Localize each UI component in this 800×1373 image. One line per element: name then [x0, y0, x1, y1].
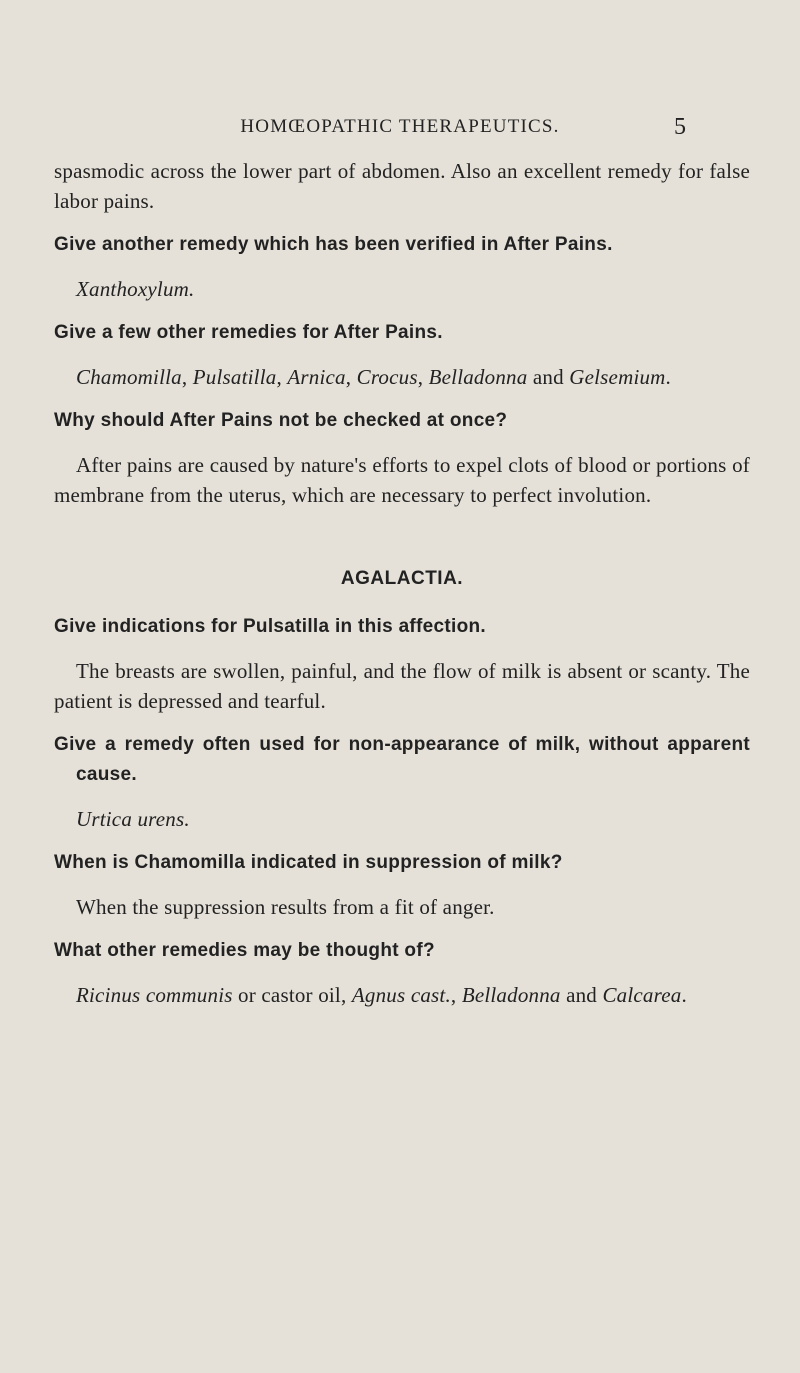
question-chamomilla-suppression: When is Chamomilla indicated in suppression of milk?: [54, 852, 563, 873]
answer-after-pains-cause: After pains are caused by nature's efforts to expel clots of blood or portions of membrane from the uterus, which are necessary to perfect involution.: [54, 453, 750, 507]
separator: ,: [276, 365, 288, 389]
separator: and: [527, 365, 570, 389]
separator: ,: [417, 365, 429, 389]
page-header: [0, 116, 800, 146]
remedy-name: Chamomilla: [76, 365, 182, 389]
answer-fit-of-anger: When the suppression results from a fit of anger.: [76, 895, 495, 919]
continued-paragraph: spasmodic across the lower part of abdomen. Also an excellent remedy for false labor pains.: [54, 159, 750, 213]
running-title: HOMŒOPATHIC THERAPEUTICS.: [240, 116, 560, 137]
separator: and: [560, 983, 603, 1007]
answer-remedy-list-milk: [54, 980, 750, 1010]
section-heading: AGALACTIA.: [340, 568, 464, 589]
question-non-appearance-milk: Give a remedy often used for non-appearance of milk, without apparent cause.: [54, 734, 750, 785]
question-why-not-checked: Why should After Pains not be checked at once?: [54, 410, 508, 431]
answer-xanthoxylum: Xanthoxylum.: [76, 277, 195, 301]
separator: ,: [450, 983, 462, 1007]
remedy-name: Agnus cast.: [351, 983, 451, 1007]
question-other-remedies-milk: What other remedies may be thought of?: [54, 940, 435, 961]
separator: ,: [345, 365, 357, 389]
question-pulsatilla-indications: Give indications for Pulsatilla in this affection.: [54, 616, 487, 637]
answer-pulsatilla: The breasts are swollen, painful, and the flow of milk is absent or scanty. The patient is depressed and tearful.: [54, 659, 750, 713]
separator: .: [665, 365, 671, 389]
remedy-name: Gelsemium: [569, 365, 666, 389]
remedy-name: Belladonna: [461, 983, 561, 1007]
remedy-name: Arnica: [287, 365, 346, 389]
remedy-name: Belladonna: [428, 365, 528, 389]
separator: ,: [181, 365, 193, 389]
remedy-name: Crocus: [356, 365, 418, 389]
remedy-name: Ricinus communis: [76, 983, 233, 1007]
separator: or castor oil,: [232, 983, 352, 1007]
question-other-remedies: Give a few other remedies for After Pains.: [54, 322, 443, 343]
question-after-pains-remedy: Give another remedy which has been verified in After Pains.: [54, 234, 613, 255]
remedy-name: Calcarea: [602, 983, 682, 1007]
answer-urtica-urens: Urtica urens.: [76, 807, 190, 831]
answer-remedy-list: [54, 362, 750, 392]
page-body: [54, 156, 750, 1010]
remedy-name: Pulsatilla: [192, 365, 277, 389]
page-number: 5: [674, 114, 686, 140]
separator: .: [681, 983, 687, 1007]
